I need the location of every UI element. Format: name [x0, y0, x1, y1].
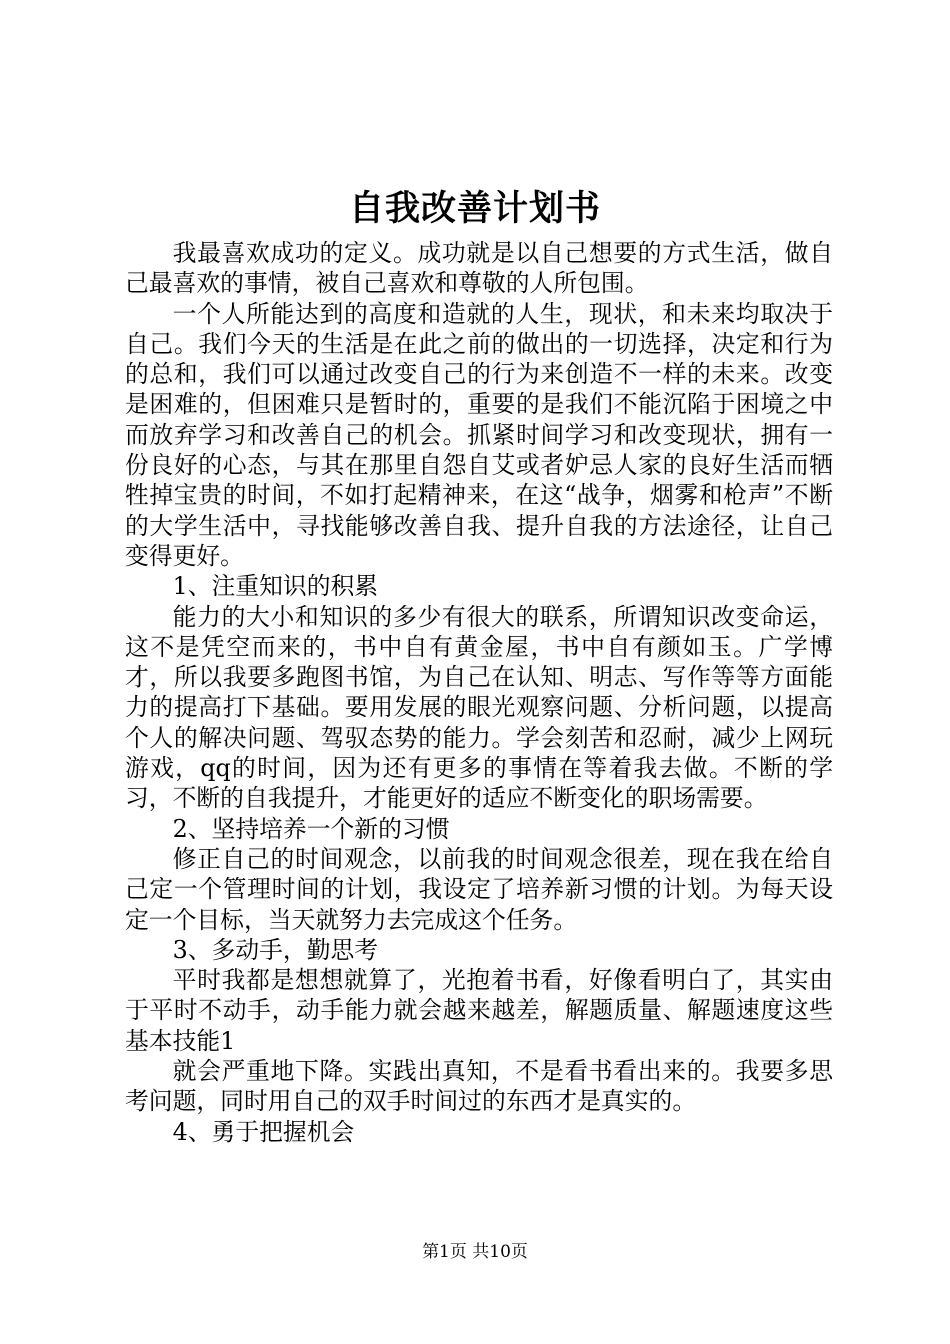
page-footer: 第1页 共10页: [422, 1242, 528, 1262]
paragraph: 我最喜欢成功的定义。成功就是以自己想要的方式生活，做自己最喜欢的事情，被自己喜欢和尊敬的人所包围。: [125, 239, 833, 298]
section-heading: 2、坚持培养一个新的习惯: [172, 814, 450, 843]
document-title: 自我改善计划书: [348, 188, 601, 229]
paragraph: 一个人所能达到的高度和造就的人生，现状，和未来均取决于自己。我们今天的生活是在此之前的做出的一切选择，决定和行为的总和，我们可以通过改变自己的行为来创造不一样的未来。改变是困难的，但困难只是暂时的，重要的是我们不能沉陷于困境之中而放弃学习和改善自己的机会。抓紧时间学习和改变现状，拥有一份良好的心态，与其在那里自怨自艾或者妒忌人家的良好生活而牺牲掉宝贵的时间，不如打起精神来，在这“战争，烟雾和枪声”不断的大学生活中，寻找能够改善自我、提升自我的方法途径，让自己变得更好。: [125, 299, 833, 570]
paragraph: 就会严重地下降。实践出真知，不是看书看出来的。我要多思考问题，同时用自己的双手时间过的东西才是真实的。: [125, 1057, 833, 1116]
paragraph: 修正自己的时间观念，以前我的时间观念很差，现在我在给自己定一个管理时间的计划，我设定了培养新习惯的计划。为每天设定一个目标，当天就努力去完成这个任务。: [125, 844, 833, 934]
section-heading: 4、勇于把握机会: [172, 1117, 355, 1146]
paragraph: 平时我都是想想就算了，光抱着书看，好像看明白了，其实由于平时不动手，动手能力就会越来越差，解题质量、解题速度这些基本技能1: [125, 966, 833, 1055]
paragraph: 能力的大小和知识的多少有很大的联系，所谓知识改变命运，这不是凭空而来的，书中自有黄金屋，书中自有颜如玉。广学博才，所以我要多跑图书馆，为自己在认知、明志、写作等等方面能力的提高打下基础。要用发展的眼光观察问题、分析问题，以提高个人的解决问题、驾驭态势的能力。学会刻苦和忍耐，减少上网玩游戏，qq的时间，因为还有更多的事情在等着我去做。不断的学习，不断的自我提升，才能更好的适应不断变化的职场需要。: [125, 602, 833, 813]
section-heading: 3、多动手，勤思考: [172, 935, 379, 964]
section-heading: 1、注重知识的积累: [172, 572, 379, 601]
document-body: [125, 238, 833, 1147]
